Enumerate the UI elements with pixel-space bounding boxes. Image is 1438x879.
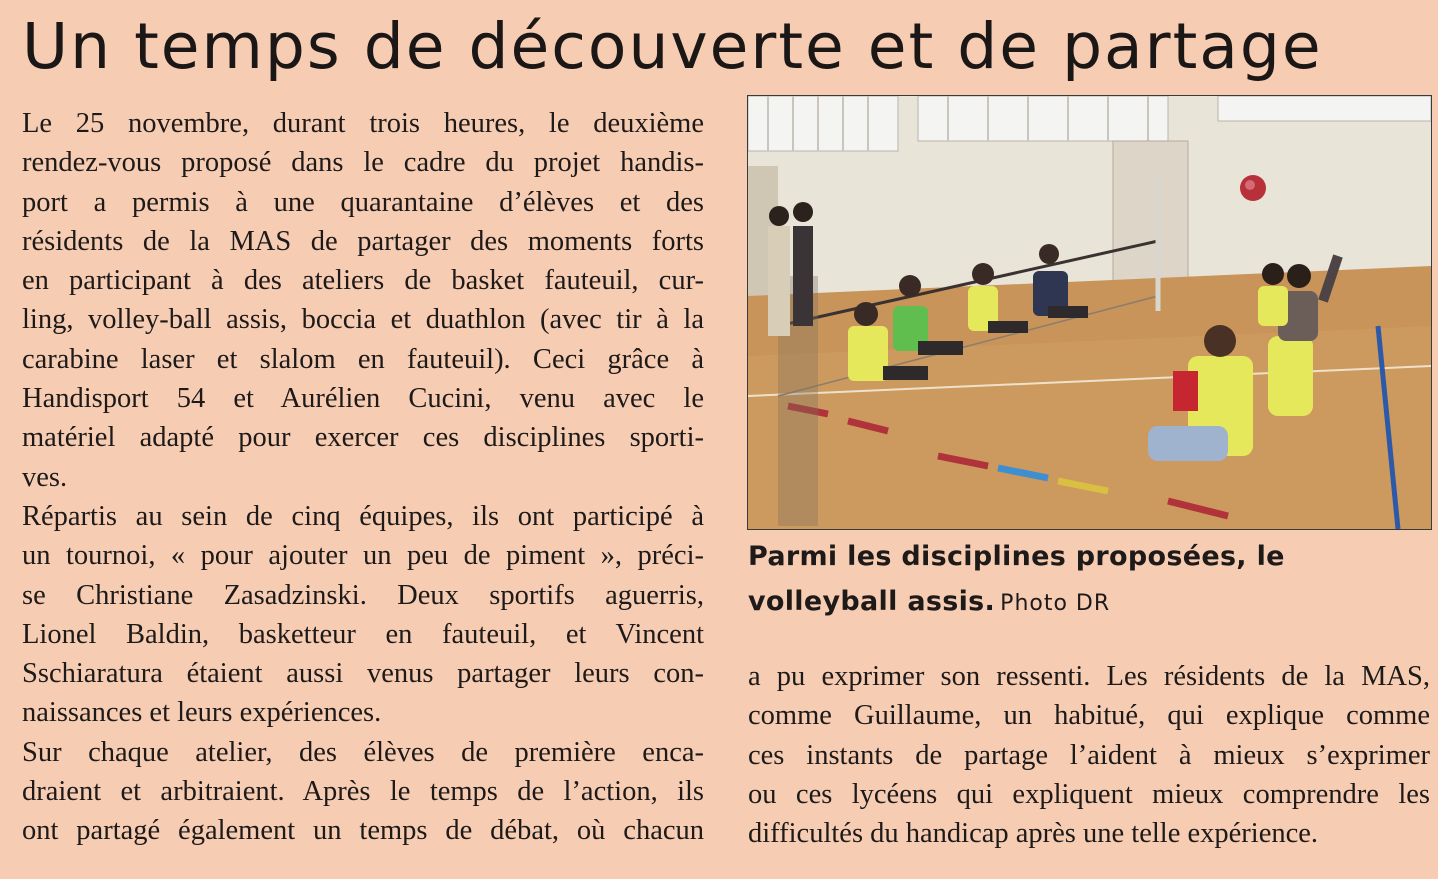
body-line: port a permis à une quarantaine d’élèves et des xyxy=(22,186,704,218)
photo-credit: Photo DR xyxy=(1000,591,1111,616)
body-line: en participant à des ateliers de basket fauteuil, cur- xyxy=(22,265,704,297)
body-line: Répartis au sein de cinq équipes, ils ont participé à xyxy=(22,500,704,532)
article-headline: Un temps de découverte et de partage xyxy=(22,10,1323,83)
body-line: Le 25 novembre, durant trois heures, le deuxième xyxy=(22,108,704,139)
body-line: comme Guillaume, un habitué, qui explique comme xyxy=(748,700,1430,732)
body-line: ou ces lycéens qui expliquent mieux comprendre les xyxy=(748,778,1430,810)
body-line: rendez-vous proposé dans le cadre du projet handis- xyxy=(22,147,704,179)
body-line: un tournoi, « pour ajouter un peu de piment », préci- xyxy=(22,540,704,572)
body-line: draient et arbitraient. Après le temps de l’action, ils xyxy=(22,776,704,808)
body-line: Handisport 54 et Aurélien Cucini, venu avec le xyxy=(22,383,704,415)
body-line: carabine laser et slalom en fauteuil). Ceci grâce à xyxy=(22,343,704,375)
article-photo-sitting-volleyball xyxy=(747,95,1432,530)
caption-text: Parmi les disciplines proposées, le volleyball assis. xyxy=(748,541,1285,617)
body-line: ces instants de partage l’aident à mieux s’exprimer xyxy=(748,739,1430,771)
body-line: a pu exprimer son ressenti. Les résidents de la MAS, xyxy=(748,661,1430,692)
body-line: ont partagé également un temps de débat, où chacun xyxy=(22,815,704,847)
body-line: ling, volley-ball assis, boccia et duathlon (avec tir à la xyxy=(22,304,704,336)
body-line: ves. xyxy=(22,461,68,493)
body-line: naissances et leurs expériences. xyxy=(22,697,382,729)
body-line: résidents de la MAS de partager des moments forts xyxy=(22,225,704,257)
article-body-right-column xyxy=(748,657,1430,853)
article-body-left-column xyxy=(22,104,704,851)
body-line: difficultés du handicap après une telle expérience. xyxy=(748,818,1319,850)
body-line: Sschiaratura étaient aussi venus partager leurs con- xyxy=(22,658,704,690)
body-line: se Christiane Zasadzinski. Deux sportifs aguerris, xyxy=(22,579,704,611)
photo-caption xyxy=(748,536,1438,626)
body-line: Sur chaque atelier, des élèves de première enca- xyxy=(22,736,704,768)
body-line: matériel adapté pour exercer ces disciplines sporti- xyxy=(22,422,704,454)
body-line: Lionel Baldin, basketteur en fauteuil, et Vincent xyxy=(22,618,704,650)
